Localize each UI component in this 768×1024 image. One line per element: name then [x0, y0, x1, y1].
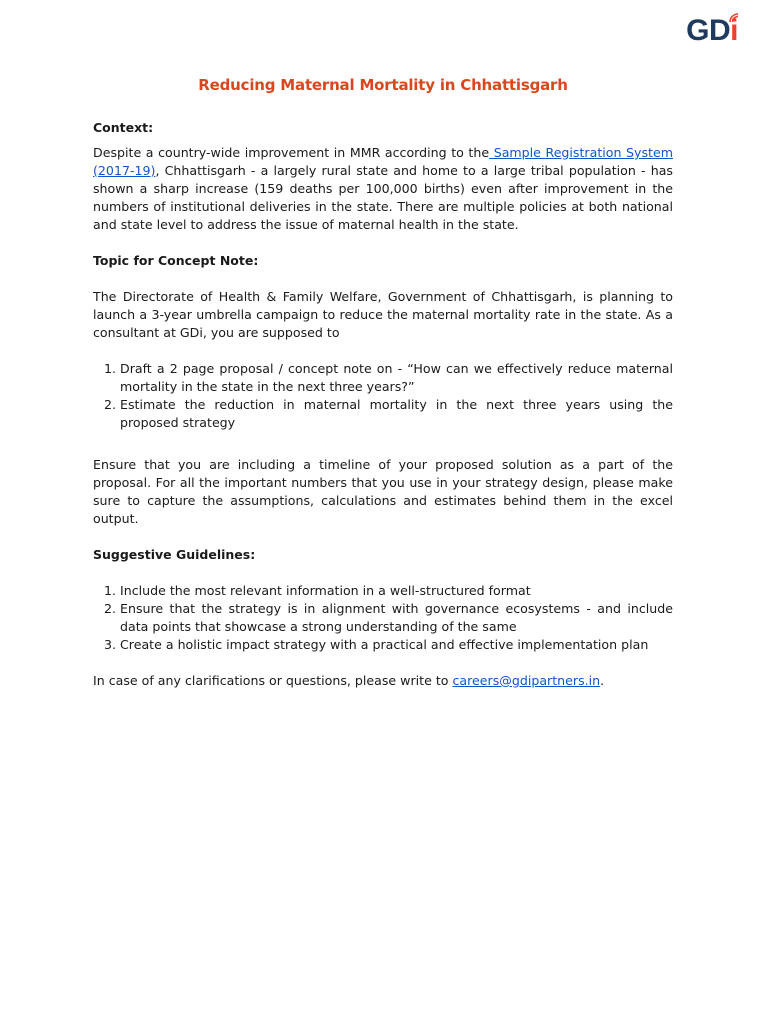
list-item: 2. Ensure that the strategy is in alignment with governance ecosystems - and include data points that showcase a strong understanding of the same [120, 600, 673, 636]
list-item: 2. Estimate the reduction in maternal mortality in the next three years using the proposed strategy [120, 396, 673, 432]
closing-paragraph: In case of any clarifications or questions, please write to careers@gdipartners.in. [93, 673, 605, 688]
context-label: Context: [93, 120, 154, 135]
document-body [93, 76, 673, 690]
logo-text: GDi [686, 14, 738, 47]
email-link[interactable]: careers@gdipartners.in [452, 673, 601, 688]
guidelines-label: Suggestive Guidelines: [93, 547, 256, 562]
list-item: 3. Create a holistic impact strategy with a practical and effective implementation plan [120, 636, 673, 654]
topic-label: Topic for Concept Note: [93, 253, 259, 268]
page-title: Reducing Maternal Mortality in Chhattisgarh [198, 76, 568, 94]
srs-link[interactable]: Sample Registration System (2017-19) [93, 145, 673, 178]
topic-intro: The Directorate of Health & Family Welfare, Government of Chhattisgarh, is planning to launch a 3-year umbrella campaign to reduce the maternal mortality rate in the state. As a consultant at GDi, you are supposed to [93, 289, 673, 340]
list-item: 1. Draft a 2 page proposal / concept note on - “How can we effectively reduce maternal mortality in the state in the next three years?” [120, 360, 673, 396]
guidelines-list [93, 582, 673, 654]
list-item: 1. Include the most relevant information in a well-structured format [120, 582, 673, 600]
gdi-logo [686, 14, 738, 48]
topic-list [93, 360, 673, 432]
topic-note: Ensure that you are including a timeline of your proposed solution as a part of the proposal. For all the important numbers that you use in your strategy design, please make sure to capture the assumptions, calculations and estimates behind them in the excel output. [93, 457, 673, 526]
context-paragraph: Despite a country-wide improvement in MMR according to the Sample Registration System (2017-19), Chhattisgarh - a largely rural state and home to a large tribal population - has shown a sharp increase (159 deaths per 100,000 births) even after improvement in the numbers of institutional deliveries in the state. There are multiple policies at both national and state level to address the issue of maternal health in the state. [93, 145, 673, 232]
signal-icon [728, 12, 740, 24]
